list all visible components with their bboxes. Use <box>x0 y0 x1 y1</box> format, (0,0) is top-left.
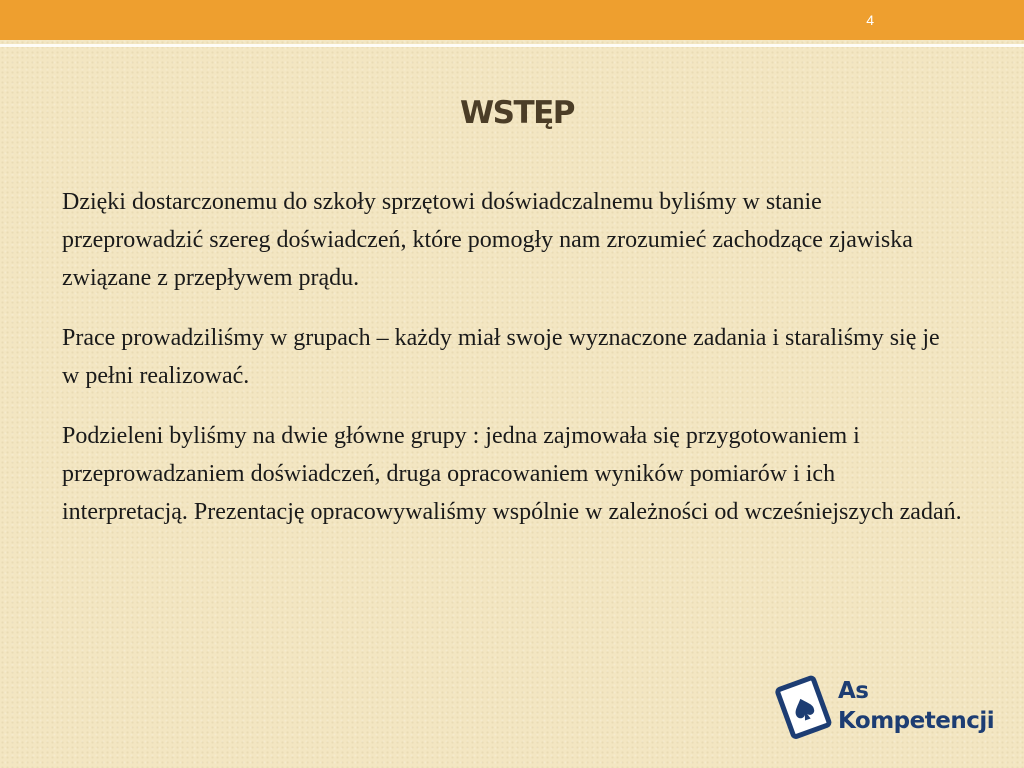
page-number: 4 <box>866 12 874 28</box>
slide-body <box>62 183 962 553</box>
spade-card-icon <box>770 670 838 742</box>
top-divider <box>0 44 1024 47</box>
paragraph-2: Prace prowadziliśmy w grupach – każdy miał swoje wyznaczone zadania i staraliśmy się je w pełni realizować. <box>62 325 940 389</box>
slide-title: WSTĘP <box>459 95 575 131</box>
logo-line-1: As <box>838 678 869 704</box>
paragraph-3: Podzieleni byliśmy na dwie główne grupy : jedna zajmowała się przygotowaniem i przeprowadzaniem doświadczeń, druga opracowaniem wyników pomiarów i ich interpretacją. Prezentację opracowywaliśmy wspólnie w zależności od wcześniejszych zadań. <box>62 423 962 525</box>
paragraph-1: Dzięki dostarczonemu do szkoły sprzętowi doświadczalnemu byliśmy w stanie przeprowadzić szereg doświadczeń, które pomogły nam zrozumieć zachodzące zjawiska związane z przepływem prądu. <box>62 189 913 291</box>
as-kompetencji-logo <box>770 670 1000 750</box>
logo-line-2: Kompetencji <box>838 708 995 734</box>
logo-wordmark <box>838 676 994 736</box>
